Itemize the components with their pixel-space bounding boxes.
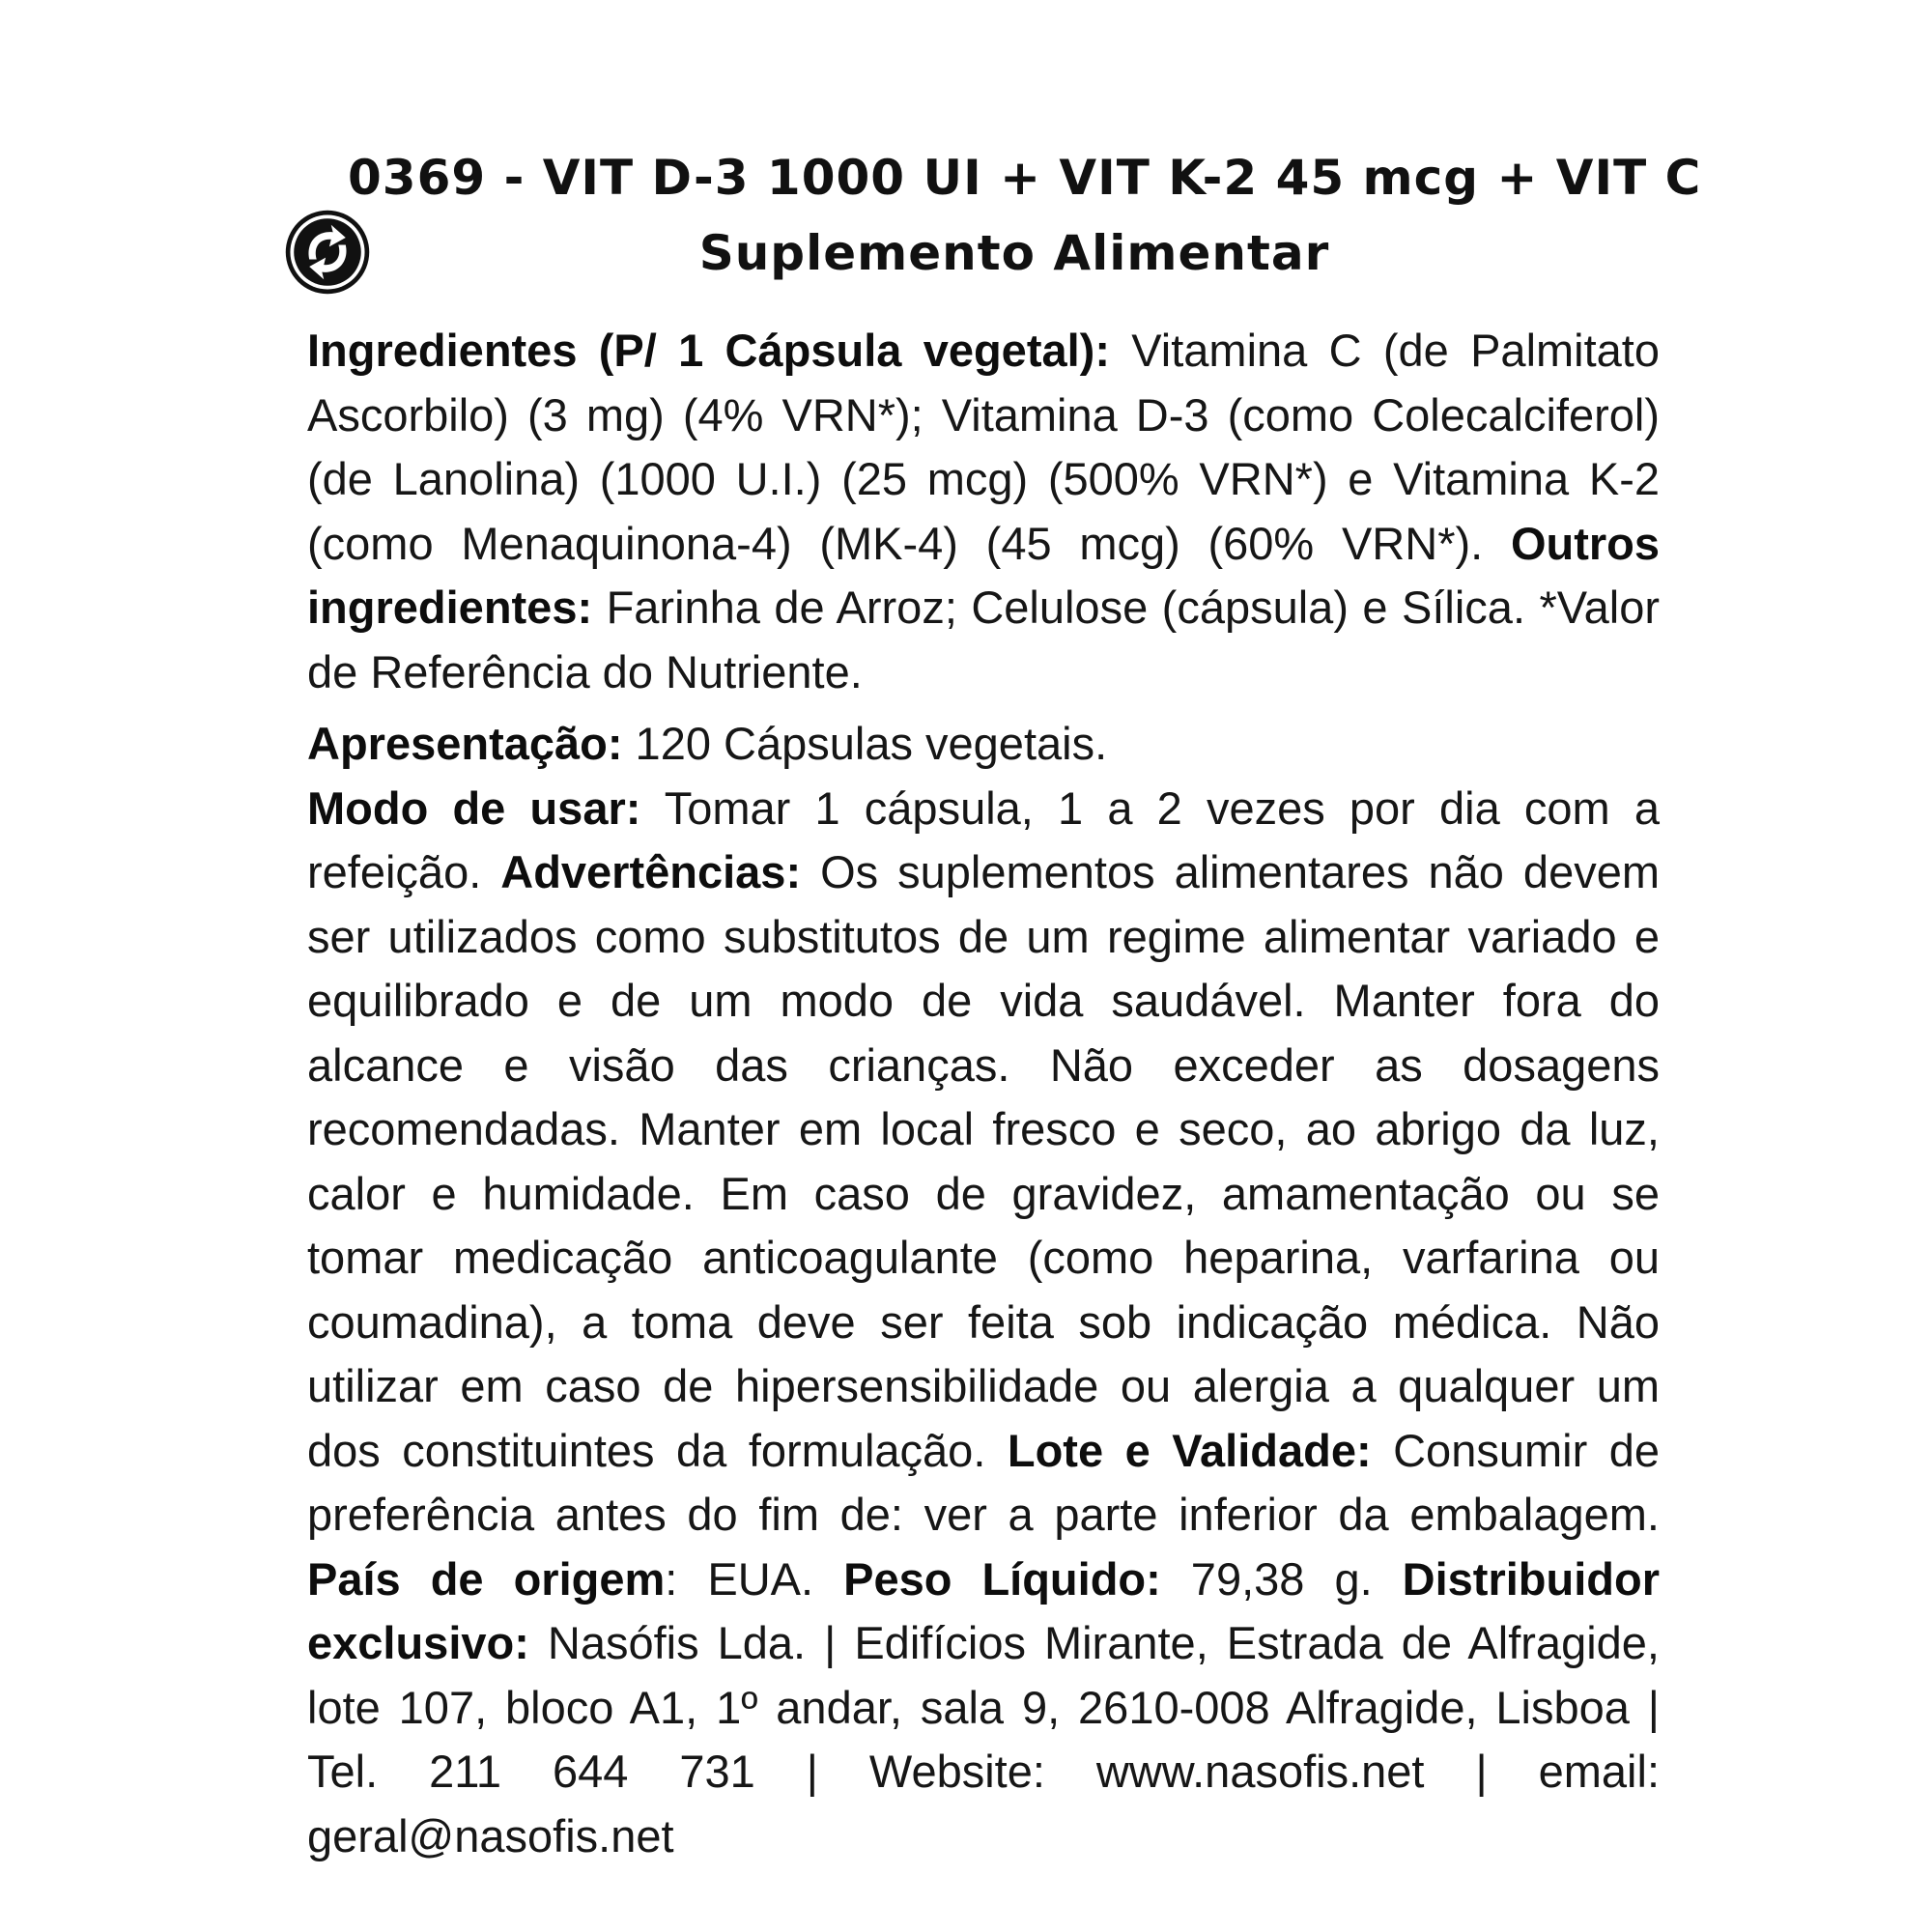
lot-text: Consumir de preferência antes do fim de: ver a parte inferior da embalagem. (307, 1424, 1660, 1540)
presentation-label: Apresentação: (307, 718, 623, 769)
origin-label: País de origem (307, 1552, 666, 1605)
distributor-label: Distribuidor exclusivo: (307, 1552, 1660, 1668)
other-ingredients-label: Outros ingredientes: (307, 517, 1660, 633)
warnings-text: Os suplementos alimentares não devem ser utilizados como substitutos de um regime alimentar variado e equilibrado e de um modo de vida saudável. Manter fora do alcance e visão das crianças. Não exceder as dosagens recomendadas. Manter em local fresco e seco, ao abrigo da luz, calor e humidade. Em caso de gravidez, amamentação ou se tomar medicação anticoagulante (como heparina, varfarina ou coumadina), a toma deve ser feita sob indicação médica. Não utilizar em caso de hipersensibilidade ou alergia a qualquer um dos constituintes da formulação. (307, 846, 1660, 1476)
usage-paragraph (307, 777, 1660, 1869)
warnings-label: Advertências: (500, 846, 802, 897)
ingredients-text: Vitamina C (de Palmitato Ascorbilo) (3 mg) (4% VRN*); Vitamina D-3 (como Colecalciferol) (de Lanolina) (1000 U.I.) (25 mcg) (500% VRN*) e Vitamina K-2 (como Menaquinona-4) (MK-4) (45 mcg) (60% VRN*). (307, 325, 1660, 569)
product-title: 0369 - VIT D-3 1000 UI + VIT K-2 45 mcg + VIT C (348, 150, 1702, 206)
weight-label: Peso Líquido: (843, 1552, 1161, 1605)
weight-text: 79,38 g. (1160, 1552, 1403, 1605)
distributor-text: Nasófis Lda. | Edifícios Mirante, Estrada de Alfragide, lote 107, bloco A1, 1º andar, sala 9, 2610-008 Alfragide, Lisboa | Tel. 211 644 731 | Website: www.nasofis.net | email: geral@nasofis.net (307, 1617, 1660, 1861)
presentation-text: 120 Cápsulas vegetais. (622, 718, 1108, 769)
origin-text: : EUA. (665, 1552, 844, 1605)
ingredients-label: Ingredientes (P/ 1 Cápsula vegetal): (307, 325, 1110, 376)
title-block (348, 140, 1702, 291)
label-body (307, 319, 1660, 1868)
presentation-paragraph (307, 712, 1660, 777)
product-subtitle: Suplemento Alimentar (698, 225, 1330, 281)
ingredients-paragraph (307, 319, 1660, 704)
usage-label: Modo de usar: (307, 781, 641, 834)
lot-label: Lote e Validade: (1007, 1424, 1372, 1476)
other-ingredients-text: Farinha de Arroz; Celulose (cápsula) e Sílica. *Valor de Referência do Nutriente. (307, 582, 1660, 697)
usage-text: Tomar 1 cápsula, 1 a 2 vezes por dia com a refeição. (307, 781, 1660, 897)
